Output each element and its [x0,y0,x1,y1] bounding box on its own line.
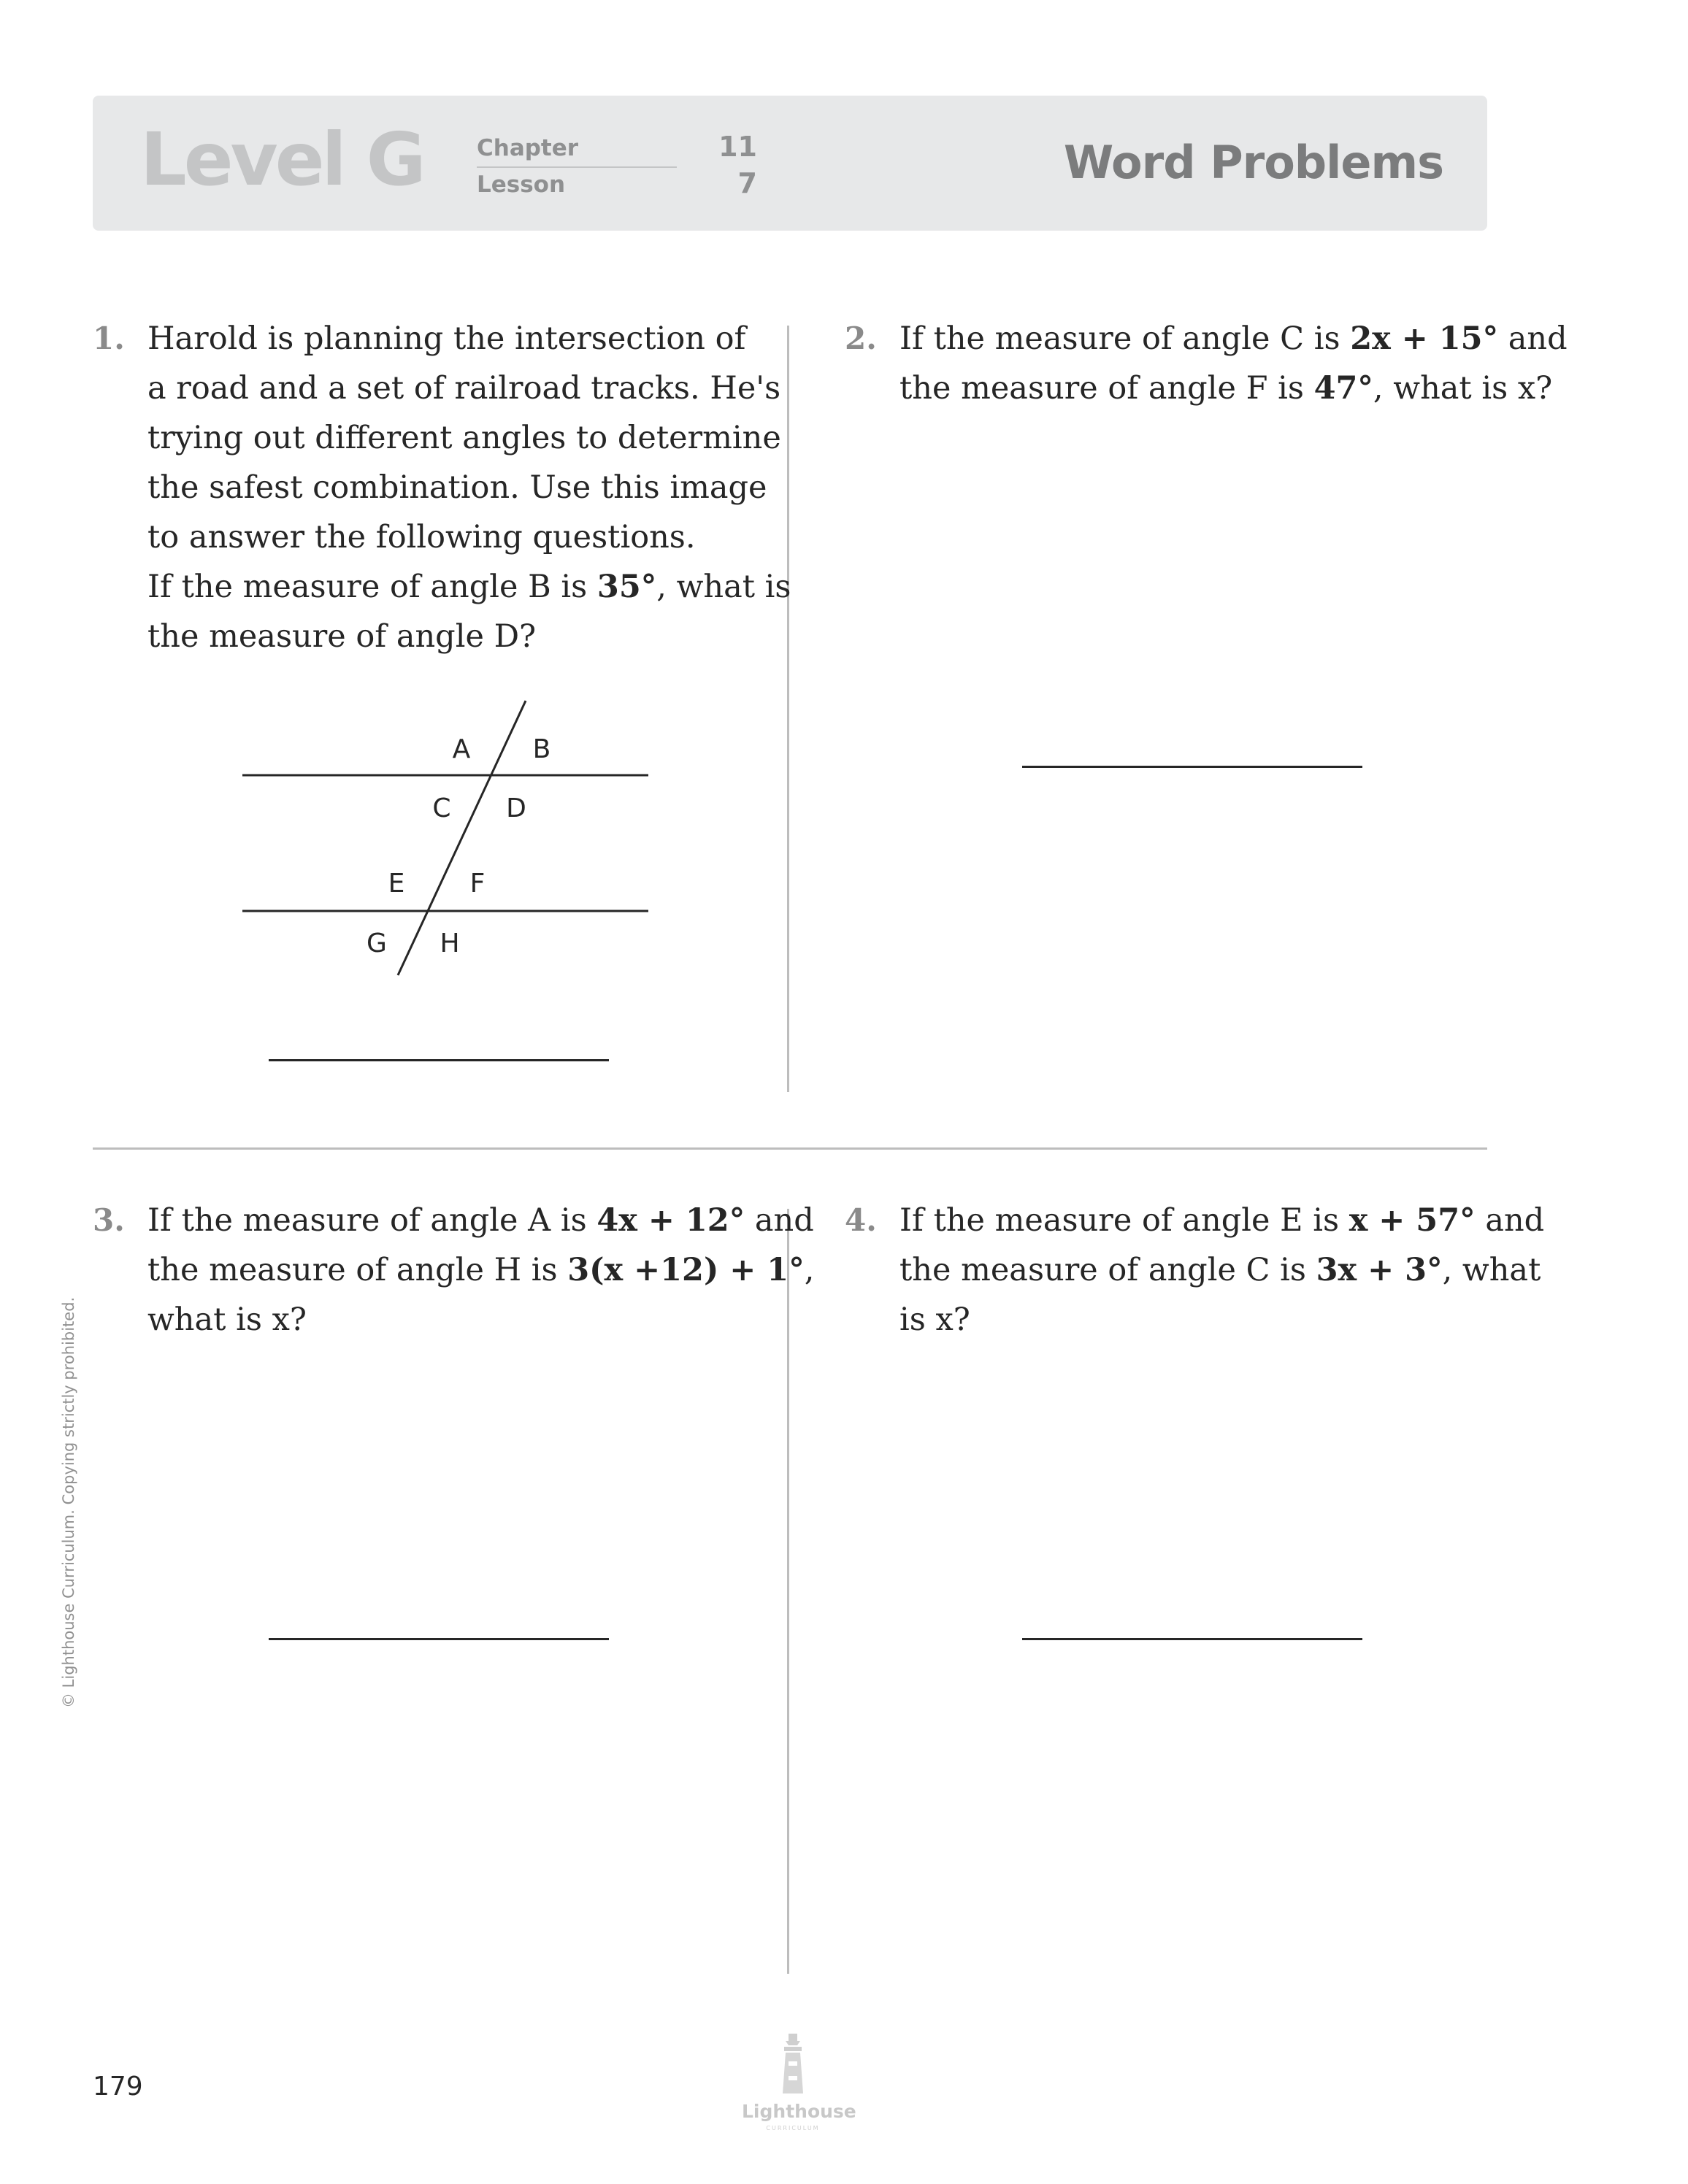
lighthouse-logo-icon [775,2031,810,2098]
angle-label-a: A [452,734,471,764]
chapter-lesson-divider [477,166,677,168]
header-bar [93,96,1487,231]
parallel-lines-transversal-diagram [234,693,672,985]
answer-line-3[interactable] [269,1638,609,1640]
row-divider [93,1147,1487,1150]
question-1-number: 1. [93,320,125,356]
angle-label-b: B [532,734,551,764]
question-4-text: If the measure of angle E is x + 57° and the measure of angle C is 3x + 3°, what is x? [899,1202,1545,1338]
level-title: Level G [140,117,423,202]
question-3-number: 3. [93,1202,125,1238]
answer-line-1[interactable] [269,1059,609,1061]
angle-label-d: D [506,793,526,823]
lesson-value: 7 [737,167,757,199]
chapter-label: Chapter [477,135,579,161]
angle-label-g: G [367,928,387,958]
angle-label-h: H [440,928,460,958]
angle-label-c: C [432,793,451,823]
logo-subtitle: CURRICULUM [766,2125,820,2131]
chapter-value: 11 [718,131,757,163]
page-title: Word Problems [1063,136,1443,189]
lesson-label: Lesson [477,172,566,198]
question-3-text: If the measure of angle A is 4x + 12° and the measure of angle H is 3(x +12) + 1°, what is x? [147,1202,815,1338]
question-2-text: If the measure of angle C is 2x + 15° and the measure of angle F is 47°, what is x? [899,320,1568,407]
angle-label-e: E [388,869,405,899]
page-number: 179 [93,2072,143,2102]
copyright-notice: © Lighthouse Curriculum. Copying strictly prohibited. [60,1296,77,1708]
answer-line-4[interactable] [1022,1638,1362,1640]
question-4-number: 4. [845,1202,877,1238]
question-2-number: 2. [845,320,877,356]
logo-wordmark: Lighthouse [742,2101,856,2122]
question-1-text: Harold is planning the intersection of a road and a set of railroad tracks. He's trying out different angles to determine the safest combination. Use this image to answer the following questions. If the measure of angle B is 35°, what is the measure of angle D? [147,320,791,655]
angle-label-f: F [469,869,486,899]
answer-line-2[interactable] [1022,766,1362,768]
